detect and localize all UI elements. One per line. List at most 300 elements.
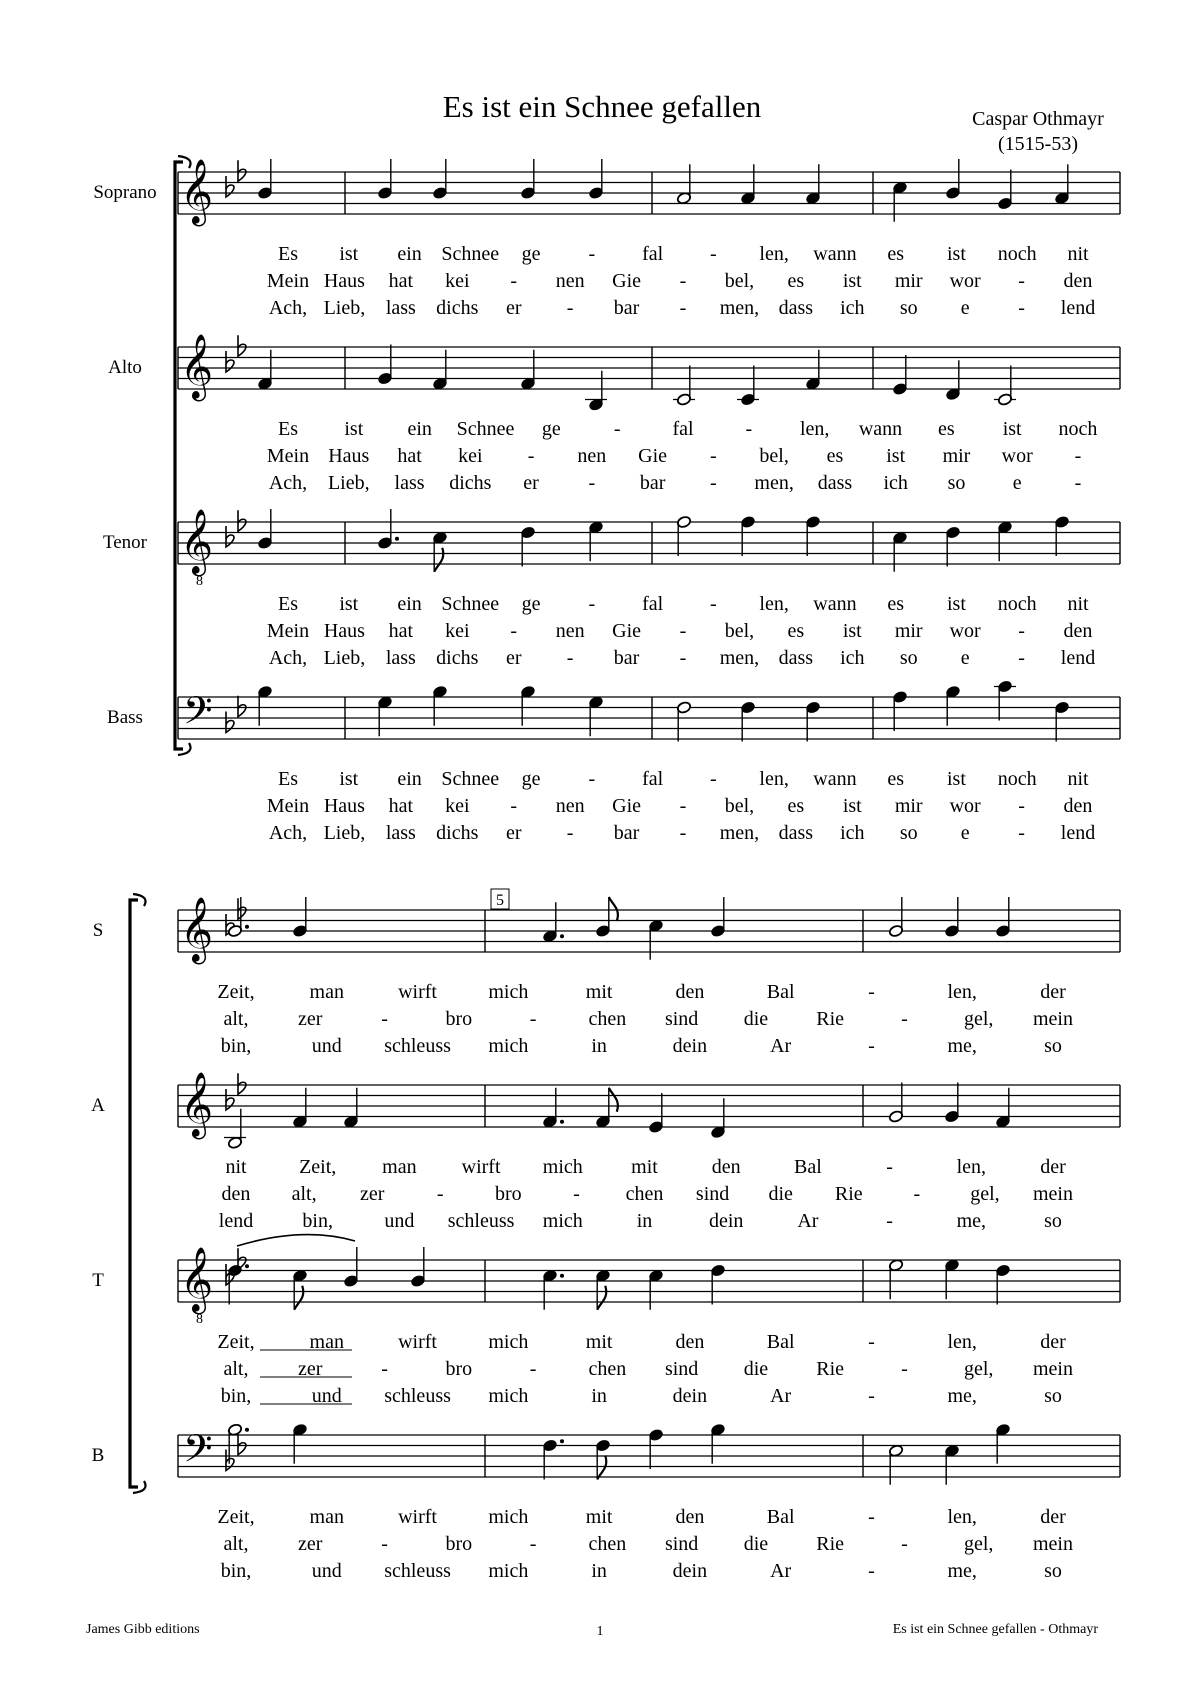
lyric-syllable: Zeit, bbox=[299, 1156, 337, 1178]
lyric-syllable: Zeit, bbox=[217, 1331, 255, 1353]
lyric-syllable: er bbox=[505, 647, 522, 669]
augmentation-dot bbox=[245, 1264, 249, 1268]
octave-8-marker: 8 bbox=[196, 574, 203, 589]
lyric-syllable: wor bbox=[949, 620, 981, 642]
lyric-syllable: Schnee bbox=[441, 768, 500, 790]
lyric-hyphen: - bbox=[510, 795, 518, 817]
lyric-syllable: ein bbox=[397, 768, 422, 790]
lyric-syllable: kei bbox=[445, 270, 470, 292]
lyric-syllable: kei bbox=[445, 795, 470, 817]
lyric-syllable: kei bbox=[445, 620, 470, 642]
lyric-syllable: len, bbox=[947, 981, 977, 1003]
lyric-syllable: bin, bbox=[220, 1560, 252, 1582]
lyric-syllable: mir bbox=[894, 270, 923, 292]
lyric-syllable: e bbox=[960, 647, 970, 669]
lyric-syllable: die bbox=[768, 1183, 793, 1205]
lyric-syllable: mein bbox=[1033, 1183, 1073, 1205]
lyric-syllable: Haus bbox=[323, 795, 365, 817]
lyric-syllable: nen bbox=[555, 270, 585, 292]
lyric-syllable: Lieb, bbox=[323, 822, 366, 844]
lyric-syllable: Ach, bbox=[268, 822, 308, 844]
lyric-syllable: Ar bbox=[797, 1210, 819, 1232]
lyric-syllable: nit bbox=[225, 1156, 247, 1178]
lyric-syllable: mit bbox=[585, 1506, 613, 1528]
lyric-syllable: men, bbox=[754, 472, 794, 494]
lyric-syllable: Mein bbox=[266, 795, 310, 817]
lyric-syllable: bin, bbox=[220, 1035, 252, 1057]
lyric-syllable: in bbox=[591, 1035, 607, 1057]
lyric-syllable: me, bbox=[947, 1385, 977, 1407]
lyric-syllable: so bbox=[1044, 1210, 1062, 1232]
lyric-syllable: dichs bbox=[436, 647, 479, 669]
treble-clef: 𝄞 bbox=[180, 161, 214, 223]
lyric-syllable: Es bbox=[278, 243, 298, 265]
lyric-syllable: der bbox=[1040, 1331, 1066, 1353]
lyric-hyphen: - bbox=[527, 445, 535, 467]
lyric-syllable: zer bbox=[298, 1533, 323, 1555]
lyric-hyphen: - bbox=[710, 243, 717, 265]
lyric-syllable: ist bbox=[344, 418, 364, 440]
lyric-syllable: Haus bbox=[328, 445, 370, 467]
lyric-hyphen: - bbox=[710, 472, 717, 494]
lyric-syllable: alt, bbox=[223, 1358, 249, 1380]
lyric-syllable: len, bbox=[759, 593, 789, 615]
lyric-syllable: ist bbox=[842, 795, 862, 817]
lyric-syllable: mir bbox=[894, 620, 923, 642]
lyric-syllable: die bbox=[743, 1358, 769, 1380]
lyric-syllable: len, bbox=[759, 243, 789, 265]
lyric-syllable: zer bbox=[359, 1183, 385, 1205]
eighth-flag bbox=[609, 1088, 618, 1112]
lyric-syllable: dichs bbox=[436, 822, 479, 844]
augmentation-dot bbox=[560, 1120, 564, 1124]
composer-name: Caspar Othmayr bbox=[972, 108, 1104, 130]
eighth-flag bbox=[434, 548, 443, 572]
footer-page-number: 1 bbox=[596, 1624, 604, 1639]
lyric-syllable: Mein bbox=[266, 620, 310, 642]
lyric-syllable: er bbox=[505, 822, 522, 844]
lyric-hyphen: - bbox=[901, 1358, 908, 1380]
lyric-syllable: nit bbox=[1067, 243, 1089, 265]
lyric-syllable: der bbox=[1040, 1156, 1066, 1178]
lyric-syllable: Mein bbox=[266, 270, 310, 292]
bass-clef: 𝄢 bbox=[183, 690, 213, 741]
lyric-hyphen: - bbox=[436, 1183, 444, 1205]
lyric-syllable: Gie bbox=[612, 795, 642, 817]
lyric-syllable: so bbox=[899, 822, 918, 844]
lyric-syllable: mir bbox=[894, 795, 923, 817]
lyric-hyphen: - bbox=[679, 297, 687, 319]
treble-clef: 𝄞 bbox=[180, 336, 214, 398]
lyric-syllable: es bbox=[887, 243, 905, 265]
key-flat-b bbox=[226, 176, 234, 197]
lyric-syllable: ge bbox=[541, 418, 561, 440]
lyric-syllable: Gie bbox=[612, 270, 642, 292]
lyric-syllable: gel, bbox=[970, 1183, 1000, 1205]
lyric-hyphen: - bbox=[381, 1358, 388, 1380]
lyric-syllable: ist bbox=[842, 270, 862, 292]
eighth-flag bbox=[294, 1286, 303, 1310]
lyric-syllable: ist bbox=[339, 768, 359, 790]
key-flat-e bbox=[238, 1434, 246, 1455]
lyric-syllable: len, bbox=[759, 768, 789, 790]
key-flat-b bbox=[226, 351, 234, 372]
lyric-hyphen: - bbox=[679, 795, 687, 817]
lyric-syllable: nen bbox=[555, 795, 585, 817]
lyric-syllable: ist bbox=[339, 243, 359, 265]
lyric-hyphen: - bbox=[886, 1156, 893, 1178]
lyric-syllable: gel, bbox=[964, 1008, 994, 1030]
augmentation-dot bbox=[245, 925, 249, 929]
lyric-syllable: Bal bbox=[794, 1156, 822, 1178]
lyric-syllable: bin, bbox=[220, 1385, 252, 1407]
augmentation-dot bbox=[395, 537, 399, 541]
lyric-syllable: lass bbox=[385, 647, 416, 669]
lyric-syllable: den bbox=[221, 1183, 251, 1205]
lyric-syllable: Rie bbox=[834, 1183, 863, 1205]
lyric-hyphen: - bbox=[1018, 620, 1025, 642]
part-label: S bbox=[92, 920, 104, 941]
bass-clef: 𝄢 bbox=[183, 1428, 213, 1479]
phrase-slur bbox=[237, 1235, 355, 1246]
lyric-syllable: bar bbox=[613, 822, 640, 844]
lyric-syllable: den bbox=[675, 981, 705, 1003]
lyric-syllable: Es bbox=[278, 593, 298, 615]
lyric-syllable: bar bbox=[613, 297, 640, 319]
lyric-syllable: dichs bbox=[449, 472, 492, 494]
lyric-syllable: Ach, bbox=[268, 647, 308, 669]
lyric-syllable: so bbox=[1044, 1035, 1062, 1057]
lyric-syllable: mit bbox=[631, 1156, 658, 1178]
lyric-syllable: chen bbox=[588, 1533, 627, 1555]
lyric-hyphen: - bbox=[679, 620, 687, 642]
key-flat-b bbox=[226, 1450, 234, 1471]
lyric-syllable: man bbox=[309, 981, 344, 1003]
lyric-syllable: me, bbox=[947, 1560, 977, 1582]
lyric-hyphen: - bbox=[679, 647, 687, 669]
part-label: A bbox=[91, 1095, 105, 1116]
lyric-syllable: Es bbox=[278, 768, 298, 790]
lyric-syllable: und bbox=[311, 1385, 342, 1407]
lyric-syllable: Bal bbox=[766, 1331, 795, 1353]
lyric-syllable: wor bbox=[949, 270, 981, 292]
lyric-syllable: len, bbox=[947, 1506, 977, 1528]
lyric-syllable: den bbox=[675, 1506, 705, 1528]
lyric-syllable: nit bbox=[1067, 593, 1089, 615]
lyric-syllable: mein bbox=[1033, 1358, 1073, 1380]
lyric-hyphen: - bbox=[510, 270, 518, 292]
lyric-syllable: dein bbox=[672, 1385, 708, 1407]
lyric-syllable: mich bbox=[488, 981, 529, 1003]
lyric-syllable: mein bbox=[1033, 1008, 1073, 1030]
lyric-syllable: Gie bbox=[638, 445, 668, 467]
lyric-hyphen: - bbox=[745, 418, 753, 440]
lyric-syllable: schleuss bbox=[384, 1385, 451, 1407]
lyric-syllable: ge bbox=[521, 593, 541, 615]
lyric-syllable: Ach, bbox=[268, 472, 308, 494]
lyric-syllable: ist bbox=[339, 593, 359, 615]
lyric-syllable: es bbox=[937, 418, 955, 440]
lyric-syllable: Zeit, bbox=[217, 981, 255, 1003]
eighth-flag bbox=[609, 897, 618, 921]
lyric-hyphen: - bbox=[529, 1008, 537, 1030]
system-bracket bbox=[130, 900, 138, 1487]
lyric-hyphen: - bbox=[1018, 795, 1025, 817]
lyric-hyphen: - bbox=[381, 1008, 388, 1030]
lyric-syllable: dichs bbox=[436, 297, 479, 319]
lyric-syllable: bar bbox=[639, 472, 666, 494]
lyric-syllable: dass bbox=[778, 647, 814, 669]
lyric-hyphen: - bbox=[679, 822, 687, 844]
key-flat-b bbox=[226, 1089, 234, 1110]
lyric-syllable: lend bbox=[1060, 822, 1096, 844]
lyric-syllable: dass bbox=[817, 472, 853, 494]
lyric-syllable: mit bbox=[585, 981, 613, 1003]
lyric-syllable: bar bbox=[613, 647, 640, 669]
lyric-hyphen: - bbox=[886, 1210, 893, 1232]
lyric-syllable: nen bbox=[555, 620, 585, 642]
lyric-syllable: hat bbox=[388, 270, 414, 292]
lyric-syllable: chen bbox=[625, 1183, 664, 1205]
lyric-hyphen: - bbox=[868, 1506, 875, 1528]
lyric-syllable: es bbox=[787, 620, 805, 642]
lyric-syllable: ge bbox=[521, 768, 541, 790]
augmentation-dot bbox=[560, 1439, 564, 1443]
lyric-hyphen: - bbox=[588, 243, 596, 265]
part-label: Alto bbox=[108, 357, 142, 378]
lyric-syllable: ist bbox=[886, 445, 906, 467]
lyric-syllable: wann bbox=[858, 418, 903, 440]
lyric-hyphen: - bbox=[710, 593, 717, 615]
lyric-syllable: sind bbox=[664, 1358, 699, 1380]
lyric-syllable: die bbox=[743, 1533, 769, 1555]
lyric-syllable: wor bbox=[1001, 445, 1033, 467]
lyric-syllable: Haus bbox=[323, 620, 365, 642]
lyric-syllable: schleuss bbox=[384, 1560, 451, 1582]
lyric-hyphen: - bbox=[1018, 647, 1025, 669]
lyric-syllable: mich bbox=[488, 1331, 529, 1353]
lyric-syllable: noch bbox=[997, 593, 1037, 615]
lyric-syllable: lend bbox=[1060, 647, 1096, 669]
eighth-flag bbox=[597, 1286, 606, 1310]
lyric-syllable: alt, bbox=[223, 1008, 249, 1030]
lyric-syllable: und bbox=[311, 1035, 342, 1057]
lyric-syllable: der bbox=[1040, 1506, 1066, 1528]
lyric-syllable: chen bbox=[588, 1008, 627, 1030]
lyric-hyphen: - bbox=[566, 822, 574, 844]
lyric-hyphen: - bbox=[381, 1533, 388, 1555]
lyric-syllable: Ar bbox=[770, 1035, 792, 1057]
lyric-syllable: hat bbox=[388, 620, 414, 642]
lyric-syllable: er bbox=[505, 297, 522, 319]
lyric-syllable: den bbox=[711, 1156, 741, 1178]
piece-title: Es ist ein Schnee gefallen bbox=[442, 89, 762, 124]
lyric-syllable: man bbox=[309, 1331, 344, 1353]
lyric-syllable: Ar bbox=[770, 1385, 792, 1407]
lyric-hyphen: - bbox=[868, 981, 875, 1003]
key-flat-e bbox=[238, 1073, 246, 1094]
key-flat-e bbox=[238, 696, 246, 717]
lyric-hyphen: - bbox=[566, 647, 574, 669]
lyric-hyphen: - bbox=[566, 297, 574, 319]
footer-publisher: James Gibb editions bbox=[86, 1622, 200, 1637]
lyric-hyphen: - bbox=[868, 1560, 875, 1582]
lyric-syllable: Gie bbox=[612, 620, 642, 642]
part-label: Bass bbox=[107, 707, 143, 728]
lyric-syllable: es bbox=[887, 593, 905, 615]
lyric-syllable: wirft bbox=[398, 1506, 438, 1528]
lyric-syllable: die bbox=[743, 1008, 769, 1030]
treble-clef: 𝄞 bbox=[180, 511, 214, 573]
lyric-syllable: Rie bbox=[816, 1533, 845, 1555]
lyric-syllable: lend bbox=[218, 1210, 254, 1232]
lyric-syllable: bel, bbox=[724, 620, 755, 642]
lyric-syllable: ge bbox=[521, 243, 541, 265]
lyric-syllable: bin, bbox=[302, 1210, 333, 1232]
lyric-syllable: Bal bbox=[766, 1506, 795, 1528]
lyric-syllable: so bbox=[1044, 1385, 1062, 1407]
key-flat-b bbox=[226, 712, 234, 733]
lyric-syllable: wann bbox=[813, 593, 857, 615]
lyric-syllable: hat bbox=[397, 445, 422, 467]
lyric-hyphen: - bbox=[868, 1331, 875, 1353]
lyric-syllable: fal bbox=[672, 418, 694, 440]
lyric-syllable: dein bbox=[708, 1210, 744, 1232]
lyric-hyphen: - bbox=[588, 768, 596, 790]
lyric-syllable: so bbox=[1044, 1560, 1062, 1582]
lyric-hyphen: - bbox=[679, 270, 687, 292]
lyric-syllable: bro bbox=[445, 1358, 473, 1380]
lyric-syllable: mich bbox=[488, 1385, 529, 1407]
lyric-syllable: so bbox=[899, 297, 918, 319]
lyric-syllable: ist bbox=[947, 243, 966, 265]
lyric-syllable: den bbox=[1063, 620, 1093, 642]
lyric-hyphen: - bbox=[710, 445, 717, 467]
lyric-syllable: bro bbox=[494, 1183, 522, 1205]
lyric-syllable: mit bbox=[585, 1331, 613, 1353]
lyric-syllable: mich bbox=[488, 1560, 529, 1582]
lyric-syllable: me, bbox=[947, 1035, 977, 1057]
lyric-syllable: mich bbox=[542, 1210, 583, 1232]
treble-clef: 𝄞 bbox=[180, 1074, 214, 1136]
lyric-syllable: lend bbox=[1060, 297, 1096, 319]
lyric-syllable: lass bbox=[385, 297, 416, 319]
lyric-hyphen: - bbox=[901, 1533, 908, 1555]
lyric-syllable: der bbox=[1040, 981, 1066, 1003]
lyric-syllable: alt, bbox=[291, 1183, 317, 1205]
lyric-syllable: fal bbox=[642, 593, 664, 615]
lyric-hyphen: - bbox=[901, 1008, 908, 1030]
lyric-syllable: len, bbox=[947, 1331, 977, 1353]
lyric-syllable: es bbox=[787, 270, 805, 292]
lyric-syllable: sind bbox=[664, 1533, 699, 1555]
footer-running-title: Es ist ein Schnee gefallen - Othmayr bbox=[892, 1622, 1098, 1637]
key-flat-e bbox=[238, 898, 246, 919]
lyric-syllable: hat bbox=[388, 795, 414, 817]
lyric-syllable: bro bbox=[445, 1533, 473, 1555]
lyric-syllable: Schnee bbox=[441, 593, 500, 615]
key-flat-e bbox=[238, 510, 246, 531]
lyric-syllable: Rie bbox=[816, 1358, 845, 1380]
lyric-syllable: und bbox=[384, 1210, 415, 1232]
lyric-syllable: len, bbox=[799, 418, 830, 440]
lyric-hyphen: - bbox=[1074, 445, 1082, 467]
lyric-hyphen: - bbox=[1018, 270, 1025, 292]
lyric-syllable: Rie bbox=[816, 1008, 845, 1030]
composer-dates: (1515-53) bbox=[998, 133, 1078, 155]
lyric-syllable: mich bbox=[542, 1156, 583, 1178]
lyric-syllable: ist bbox=[1002, 418, 1022, 440]
lyric-syllable: men, bbox=[719, 297, 760, 319]
lyric-syllable: es bbox=[826, 445, 844, 467]
lyric-syllable: nit bbox=[1067, 768, 1089, 790]
lyric-syllable: men, bbox=[719, 822, 760, 844]
lyric-hyphen: - bbox=[1018, 822, 1025, 844]
lyric-hyphen: - bbox=[613, 418, 621, 440]
lyric-syllable: man bbox=[309, 1506, 344, 1528]
lyric-syllable: gel, bbox=[964, 1358, 994, 1380]
lyric-syllable: sind bbox=[695, 1183, 730, 1205]
lyric-syllable: kei bbox=[458, 445, 483, 467]
treble-clef: 𝄞 bbox=[180, 1249, 214, 1311]
lyric-syllable: es bbox=[887, 768, 905, 790]
lyric-hyphen: - bbox=[1018, 297, 1025, 319]
lyric-syllable: es bbox=[787, 795, 805, 817]
lyric-hyphen: - bbox=[588, 593, 596, 615]
lyric-hyphen: - bbox=[573, 1183, 580, 1205]
lyric-syllable: lass bbox=[385, 822, 416, 844]
lyric-syllable: ich bbox=[883, 472, 908, 494]
lyric-syllable: ein bbox=[397, 593, 422, 615]
lyric-syllable: so bbox=[947, 472, 966, 494]
lyric-syllable: Ar bbox=[770, 1560, 792, 1582]
lyric-hyphen: - bbox=[868, 1035, 875, 1057]
lyric-syllable: Mein bbox=[266, 445, 310, 467]
lyric-syllable: ich bbox=[840, 647, 865, 669]
lyric-syllable: Lieb, bbox=[323, 647, 366, 669]
lyric-syllable: den bbox=[1063, 270, 1093, 292]
lyric-syllable: alt, bbox=[223, 1533, 249, 1555]
lyric-hyphen: - bbox=[529, 1358, 537, 1380]
lyric-syllable: me, bbox=[956, 1210, 987, 1232]
octave-8-marker: 8 bbox=[196, 1312, 203, 1327]
part-label: T bbox=[92, 1270, 104, 1291]
treble-clef: 𝄞 bbox=[180, 899, 214, 961]
lyric-syllable: e bbox=[1012, 472, 1022, 494]
music-notation bbox=[91, 156, 1120, 1582]
part-label: Soprano bbox=[93, 182, 157, 203]
lyric-syllable: schleuss bbox=[384, 1035, 451, 1057]
lyric-syllable: ein bbox=[407, 418, 432, 440]
lyric-syllable: nen bbox=[577, 445, 607, 467]
augmentation-dot bbox=[560, 934, 564, 938]
lyric-syllable: bel, bbox=[724, 795, 755, 817]
lyric-syllable: ist bbox=[947, 768, 966, 790]
lyric-syllable: Es bbox=[278, 418, 298, 440]
lyric-syllable: bel, bbox=[759, 445, 789, 467]
lyric-syllable: wann bbox=[813, 768, 857, 790]
lyric-syllable: er bbox=[523, 472, 539, 494]
lyric-syllable: mich bbox=[488, 1506, 529, 1528]
lyric-syllable: bro bbox=[445, 1008, 473, 1030]
lyric-hyphen: - bbox=[588, 472, 596, 494]
lyric-syllable: ein bbox=[397, 243, 422, 265]
key-flat-e bbox=[238, 160, 246, 181]
lyric-syllable: mir bbox=[942, 445, 971, 467]
augmentation-dot bbox=[560, 1274, 564, 1278]
lyric-syllable: Schnee bbox=[456, 418, 515, 440]
lyric-syllable: wann bbox=[813, 243, 857, 265]
